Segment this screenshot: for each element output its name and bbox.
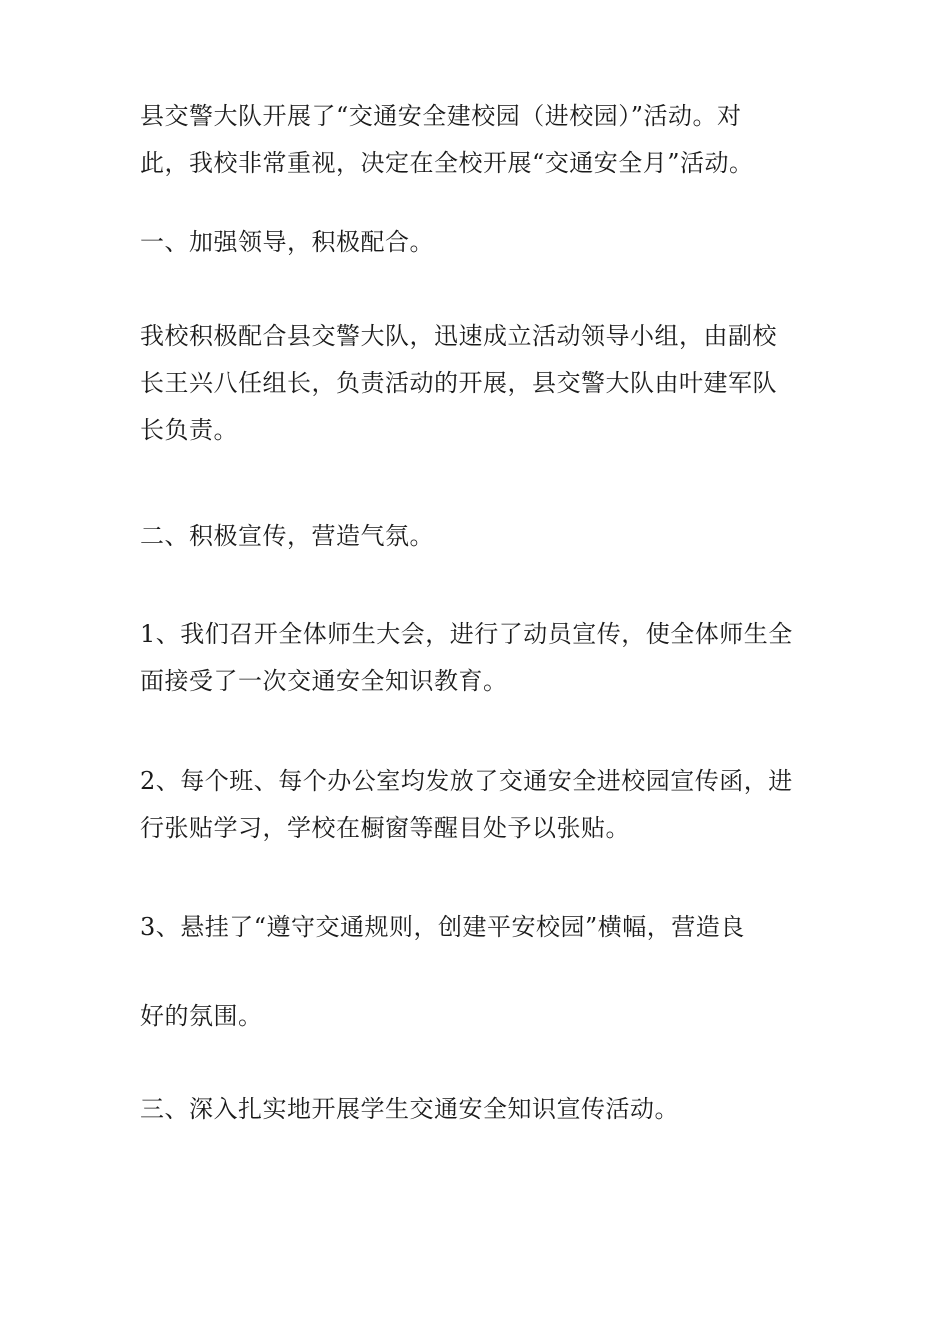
paragraph-intro — [140, 93, 830, 187]
text-line: 一、加强领导，积极配合。 — [140, 228, 434, 256]
section-heading-3 — [140, 1086, 830, 1133]
text-line: 行张贴学习，学校在橱窗等醒目处予以张贴。 — [140, 814, 630, 842]
text-line: 长负责。 — [140, 416, 238, 444]
paragraph-item-2 — [140, 758, 830, 852]
text-line: 此，我校非常重视，决定在全校开展“交通安全月”活动。 — [140, 149, 754, 177]
text-line: 我校积极配合县交警大队，迅速成立活动领导小组，由副校 — [140, 322, 777, 350]
text-line: 好的氛围。 — [140, 1002, 263, 1030]
text-line: 长王兴八任组长，负责活动的开展，县交警大队由叶建军队 — [140, 369, 777, 397]
paragraph-item-3 — [140, 904, 830, 951]
text-line: 2、每个班、每个办公室均发放了交通安全进校园宣传函，进 — [140, 767, 793, 795]
text-line: 面接受了一次交通安全知识教育。 — [140, 667, 508, 695]
text-line: 1、我们召开全体师生大会，进行了动员宣传，使全体师生全 — [140, 620, 793, 648]
text-line: 县交警大队开展了“交通安全建校园（进校园）”活动。对 — [140, 102, 742, 130]
section-heading-2 — [140, 513, 830, 560]
text-line: 二、积极宣传，营造气氛。 — [140, 522, 434, 550]
paragraph-item-3-continued — [140, 993, 830, 1040]
paragraph-item-1 — [140, 611, 830, 705]
text-line: 3、悬挂了“遵守交通规则，创建平安校园”横幅，营造良 — [140, 913, 745, 941]
section-heading-1 — [140, 219, 830, 266]
text-line: 三、深入扎实地开展学生交通安全知识宣传活动。 — [140, 1095, 679, 1123]
paragraph-section-1-body — [140, 313, 830, 454]
